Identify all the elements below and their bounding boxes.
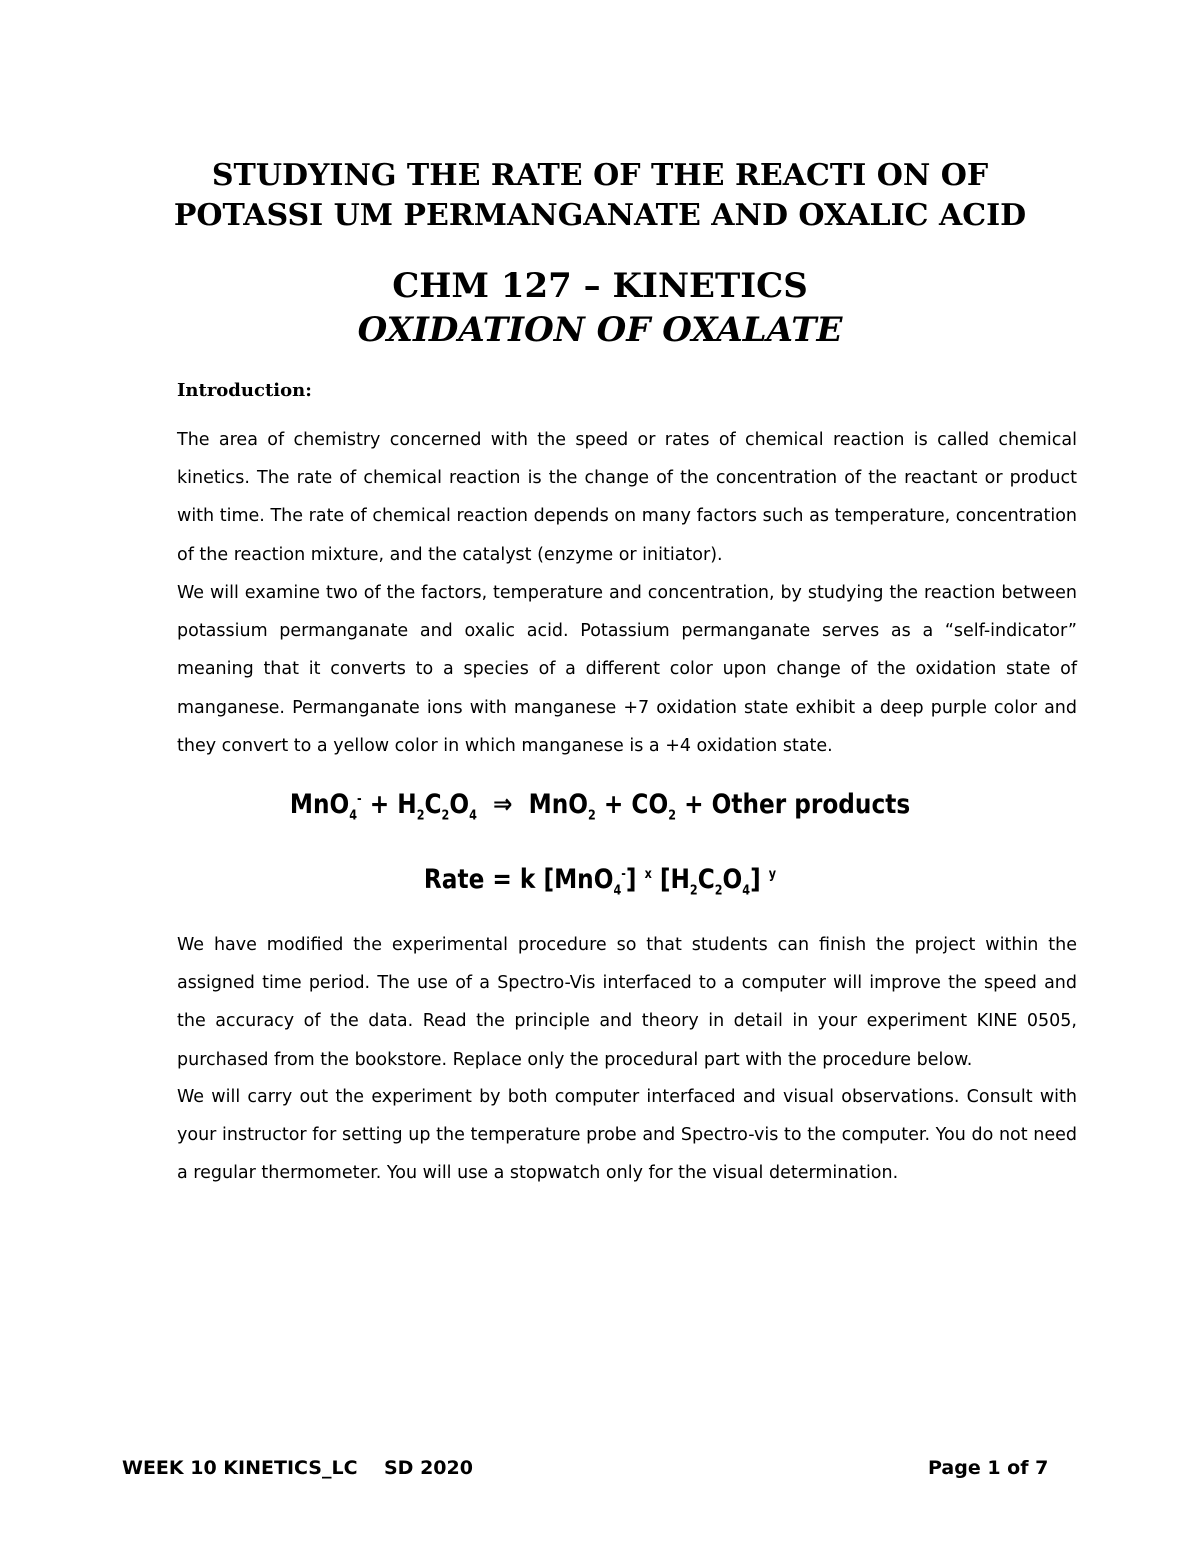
- eq-c-sub: 2: [441, 808, 450, 824]
- paragraph-kinetics-definition: The area of chemistry concerned with the speed or rates of chemical reaction is called chemical kinetics. The rate of chemical reaction is the change of the concentration of the reactant or product with time. The rate of chemical reaction depends on many factors such as temperature, concentration of the reaction mixture, and the catalyst (enzyme or initiator).: [177, 430, 1077, 565]
- eq-c: C: [424, 789, 442, 820]
- rate-law-equation: [84, 860, 1116, 900]
- rate-h-sub: 2: [689, 883, 698, 899]
- paragraph-modified-procedure: We have modified the experimental procedure so that students can finish the project within the assigned time period. The use of a Spectro-Vis interfaced to a computer will improve the speed and the accuracy of the data. Read the principle and theory in detail in your experiment KINE 0505, purchased from the bookstore. Replace only the procedural part with the procedure below.: [177, 935, 1077, 1070]
- paragraph-observations: We will carry out the experiment by both computer interfaced and visual observations. Consult with your instructor for setting up the temperature probe and Spectro-vis to the computer. You do not need a regular thermometer. You will use a stopwatch only for the visual determination.: [177, 1087, 1077, 1184]
- rate-lhs: Rate = k [MnO: [423, 864, 614, 895]
- rate-open-2: [H: [651, 864, 690, 895]
- rate-close-1: ]: [625, 864, 645, 895]
- rate-c-sub: 2: [714, 883, 723, 899]
- rate-c: C: [697, 864, 715, 895]
- rate-mno4-sub: 4: [613, 883, 622, 899]
- eq-co2-sub: 2: [668, 808, 677, 824]
- document-title-line-2: POTASSI UM PERMANGANATE AND OXALIC ACID: [173, 198, 1027, 233]
- introduction-heading: Introduction:: [177, 380, 312, 401]
- eq-o-sub: 4: [469, 808, 477, 824]
- eq-mno4: MnO: [289, 789, 350, 820]
- eq-mno4-sub: 4: [349, 808, 357, 824]
- rate-o-sub: 4: [742, 883, 751, 899]
- eq-h-sub: 2: [416, 808, 425, 824]
- rate-exponent-x: x: [644, 867, 652, 882]
- rate-close-2: ]: [750, 864, 769, 895]
- footer-document-id: WEEK 10 KINETICS_LC SD 2020: [122, 1457, 473, 1479]
- rate-o: O: [722, 864, 743, 895]
- rate-exponent-y: y: [768, 867, 777, 882]
- eq-other-products: + Other products: [676, 789, 911, 820]
- document-subtitle: OXIDATION OF OXALATE: [357, 310, 843, 350]
- reaction-equation: [84, 785, 1116, 825]
- eq-mno2-sub: 2: [588, 808, 596, 824]
- eq-arrow: ⇒: [476, 789, 529, 820]
- eq-o: O: [449, 789, 470, 820]
- footer-page-number: Page 1 of 7: [928, 1457, 1049, 1479]
- paragraph-factors: We will examine two of the factors, temperature and concentration, by studying the reaction between potassium permanganate and oxalic acid. Potassium permanganate serves as a “self-indicator” meaning that it converts to a species of a different color upon change of the oxidation state of manganese. Permanganate ions with manganese +7 oxidation state exhibit a deep purple color and they convert to a yellow color in which manganese is a +4 oxidation state.: [177, 583, 1077, 756]
- eq-mno2: MnO: [528, 789, 589, 820]
- rate-mno4-charge: -: [621, 867, 626, 882]
- eq-plus-h: + H: [361, 789, 417, 820]
- eq-mno4-charge: -: [356, 792, 362, 807]
- eq-plus-co: + CO: [595, 789, 669, 820]
- course-heading: CHM 127 – KINETICS: [392, 266, 808, 306]
- document-title-line-1: STUDYING THE RATE OF THE REACTI ON OF: [211, 158, 989, 193]
